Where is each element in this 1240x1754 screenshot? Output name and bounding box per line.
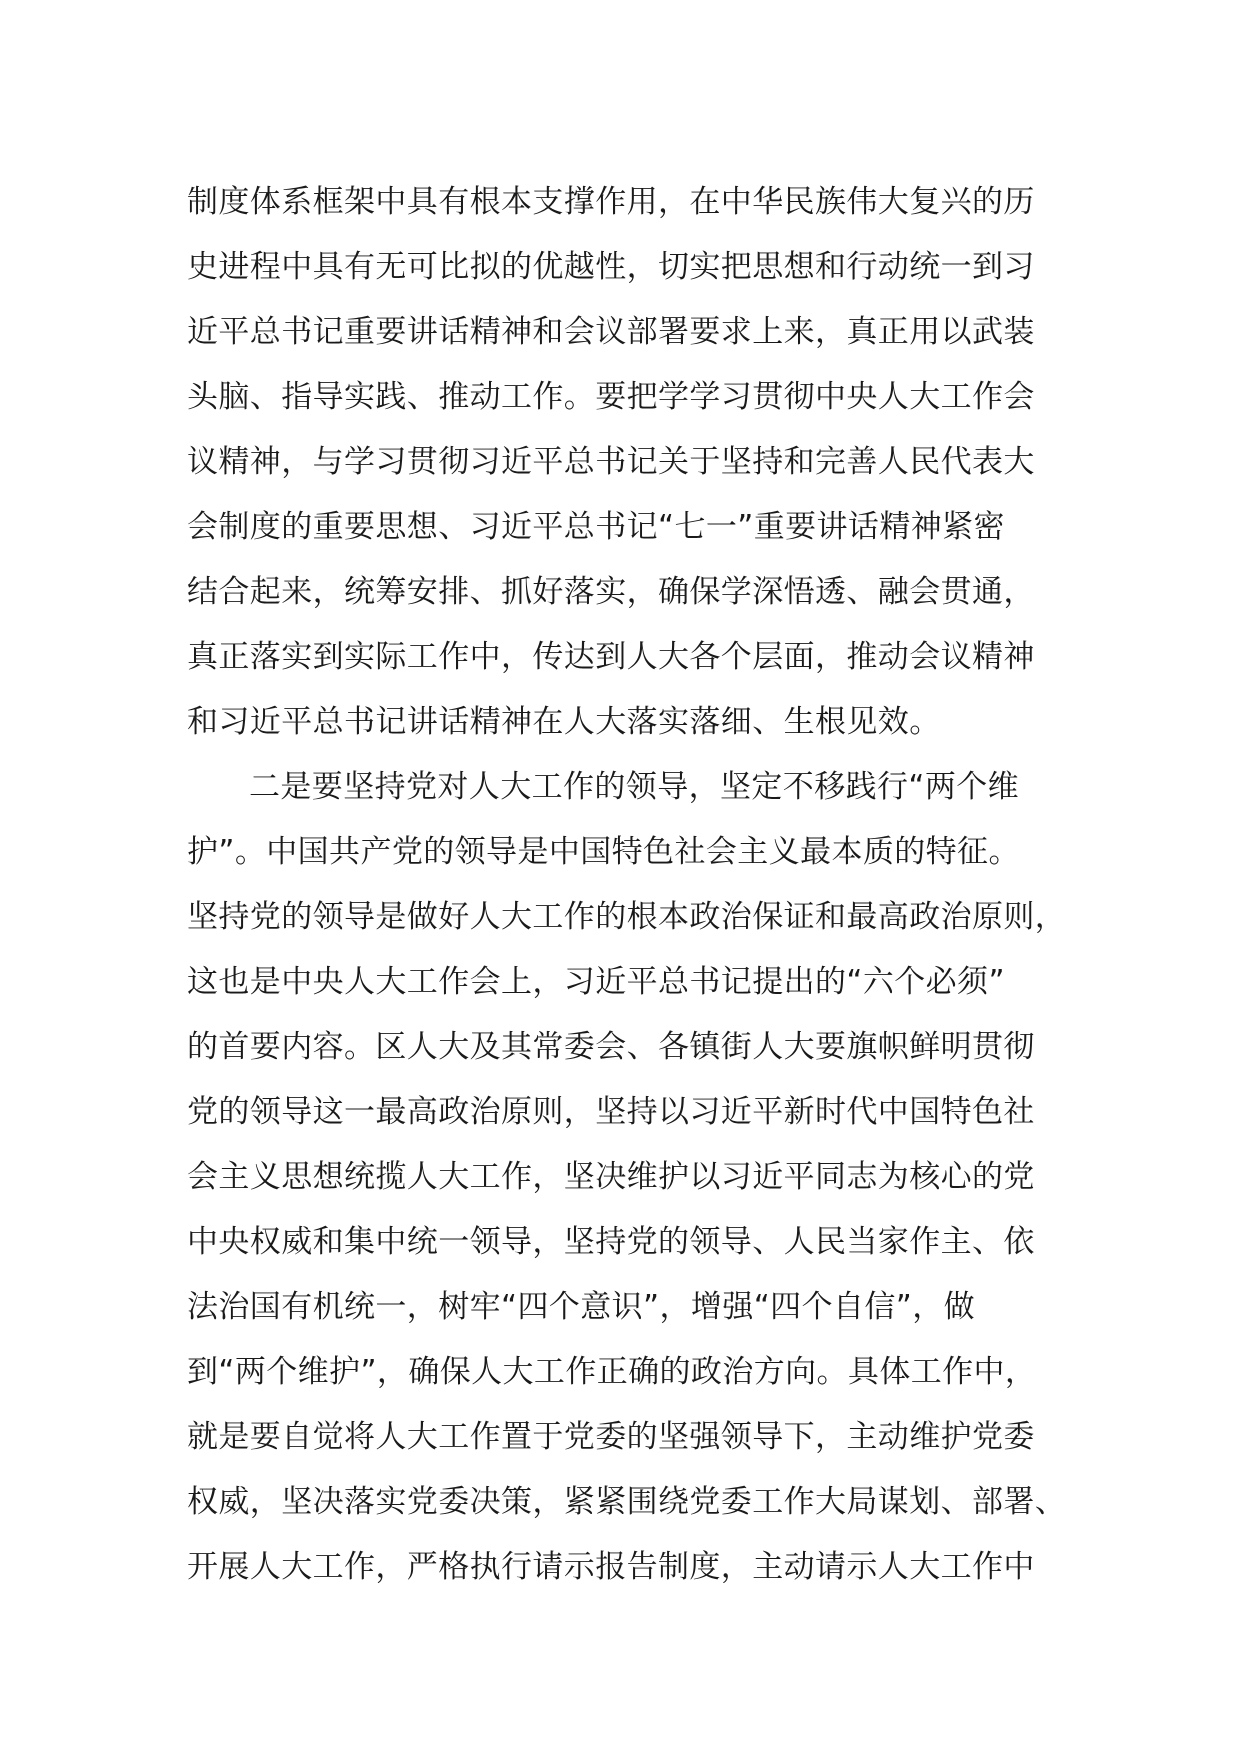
text-line: 就是要自觉将人大工作置于党委的坚强领导下，主动维护党委 [187, 1419, 1035, 1455]
text-line: 会主义思想统揽人大工作，坚决维护以习近平同志为核心的党 [187, 1159, 1035, 1195]
text-line: 史进程中具有无可比拟的优越性，切实把思想和行动统一到习 [187, 249, 1035, 285]
text-line: 到“两个维护”，确保人大工作正确的政治方向。具体工作中， [187, 1354, 1037, 1390]
text-line: 的首要内容。区人大及其常委会、各镇街人大要旗帜鲜明贯彻 [187, 1029, 1035, 1065]
paragraph-start-line: 二是要坚持党对人大工作的领导，坚定不移践行“两个维 [249, 769, 1020, 805]
body-text [187, 170, 1087, 1600]
text-line: 会制度的重要思想、习近平总书记“七一”重要讲话精神紧密 [187, 509, 1005, 545]
text-line: 近平总书记重要讲话精神和会议部署要求上来，真正用以武装 [187, 314, 1035, 350]
text-line: 中央权威和集中统一领导，坚持党的领导、人民当家作主、依 [187, 1224, 1035, 1260]
text-line: 头脑、指导实践、推动工作。要把学学习贯彻中央人大工作会 [187, 379, 1035, 415]
text-line: 法治国有机统一，树牢“四个意识”，增强“四个自信”，做 [187, 1289, 976, 1325]
text-line: 开展人大工作，严格执行请示报告制度，主动请示人大工作中 [187, 1549, 1035, 1585]
text-line: 坚持党的领导是做好人大工作的根本政治保证和最高政治原则， [187, 899, 1067, 935]
text-line: 结合起来，统筹安排、抓好落实，确保学深悟透、融会贯通， [187, 574, 1035, 610]
text-line: 护”。中国共产党的领导是中国特色社会主义最本质的特征。 [187, 834, 1020, 870]
text-line: 议精神，与学习贯彻习近平总书记关于坚持和完善人民代表大 [187, 444, 1035, 480]
text-line: 权威，坚决落实党委决策，紧紧围绕党委工作大局谋划、部署、 [187, 1484, 1067, 1520]
text-line: 制度体系框架中具有根本支撑作用，在中华民族伟大复兴的历 [187, 184, 1035, 220]
text-line: 真正落实到实际工作中，传达到人大各个层面，推动会议精神 [187, 639, 1035, 675]
text-line: 党的领导这一最高政治原则，坚持以习近平新时代中国特色社 [187, 1094, 1035, 1130]
text-line: 这也是中央人大工作会上，习近平总书记提出的“六个必须” [187, 964, 1005, 1000]
text-line: 和习近平总书记讲话精神在人大落实落细、生根见效。 [187, 704, 941, 740]
